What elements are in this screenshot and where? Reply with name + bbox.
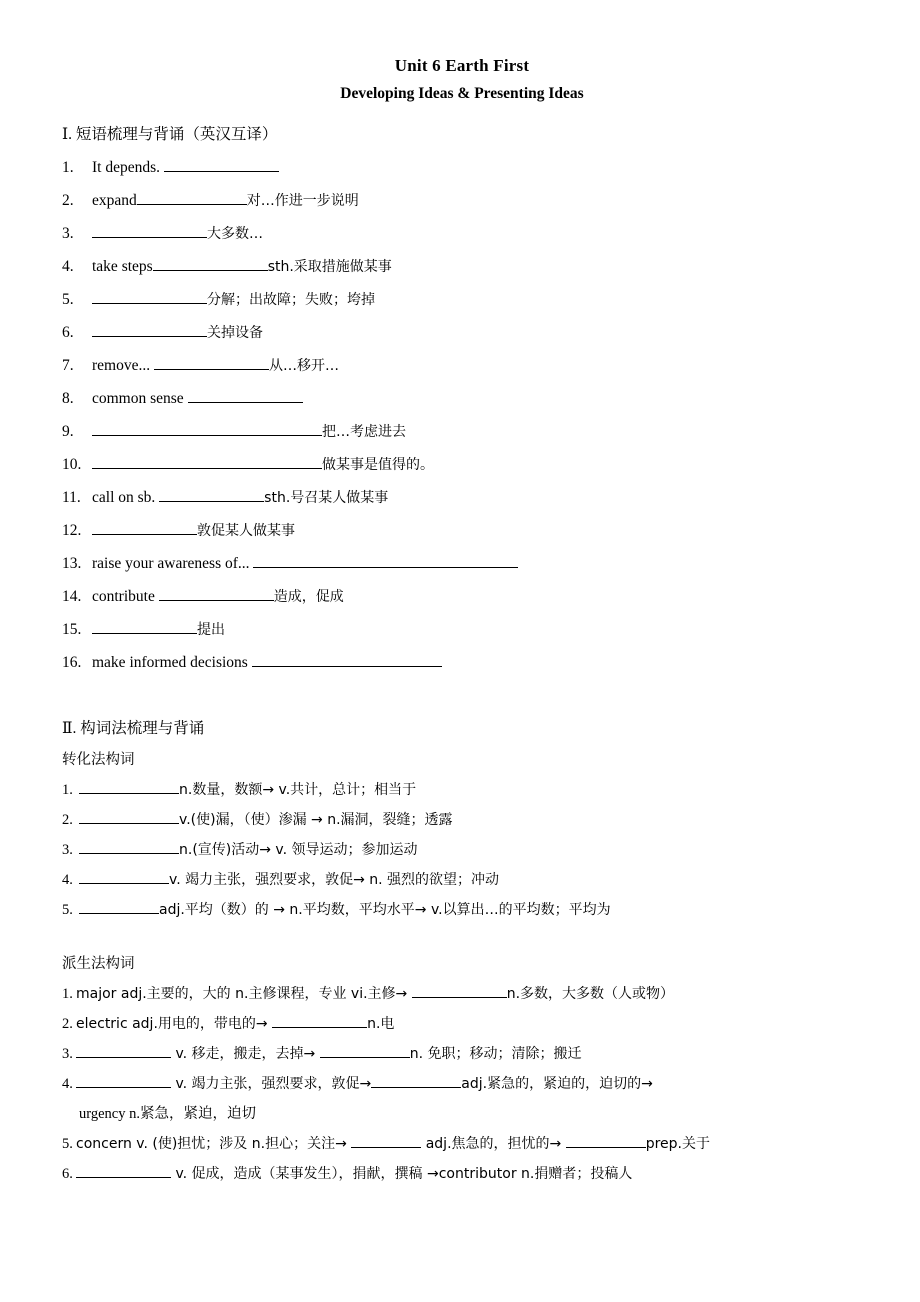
phrase-list (62, 151, 862, 679)
item-segment: n. 免职；移动；清除；搬迁 (409, 1045, 582, 1062)
page-subtitle: Developing Ideas & Presenting Ideas (340, 85, 584, 103)
item-body (92, 283, 862, 317)
section-one-heading: Ⅰ. 短语梳理与背诵（英汉互译） (62, 125, 278, 143)
list-item (62, 580, 862, 613)
list-item (62, 895, 862, 925)
item-suffix: 敦促某人做某事 (197, 522, 295, 539)
conversion-list (62, 775, 862, 925)
item-suffix: n.数量，数额→ v.共计，总计；相当于 (179, 781, 417, 798)
item-prefix: It depends. (92, 158, 161, 176)
answer-blank[interactable] (92, 322, 207, 337)
answer-blank[interactable] (79, 900, 159, 914)
item-suffix: 造成，促成 (273, 588, 344, 605)
item-suffix: 做某事是值得的。 (322, 456, 434, 473)
list-item (62, 805, 862, 835)
list-item (62, 316, 862, 349)
item-number: 4. (62, 871, 73, 888)
item-prefix: make informed decisions (92, 653, 248, 671)
list-item (62, 835, 862, 865)
answer-blank[interactable] (92, 454, 322, 469)
answer-blank[interactable] (76, 1164, 171, 1178)
item-body (92, 481, 862, 515)
answer-blank[interactable] (320, 1044, 410, 1058)
item-body (92, 382, 862, 415)
answer-blank[interactable] (137, 190, 247, 205)
item-body (92, 448, 862, 482)
answer-blank[interactable] (188, 388, 303, 403)
item-segment: concern v. (使)担忧；涉及 n.担心；关注→ (76, 1135, 352, 1152)
item-segment: v. 移走，搬走，去掉→ (171, 1045, 320, 1062)
item-segment: adj.紧急的，紧迫的，迫切的→ (461, 1075, 653, 1092)
item-segment: prep.关于 (645, 1135, 710, 1152)
item-prefix: common sense (92, 389, 184, 407)
conversion-subheading: 转化法构词 (62, 751, 135, 768)
list-item (62, 250, 862, 283)
item-segment: major adj.主要的，大的 n.主修课程，专业 vi.主修→ (76, 985, 412, 1002)
list-item (62, 979, 862, 1009)
item-suffix: sth.号召某人做某事 (264, 489, 389, 506)
item-body (92, 613, 862, 647)
derivation-subheading: 派生法构词 (62, 955, 135, 972)
item-prefix: expand (92, 191, 137, 209)
item-body (92, 646, 862, 679)
item-number: 3. (62, 841, 73, 858)
item-body (92, 151, 862, 184)
item-prefix: take steps (92, 257, 153, 275)
item-number: 10. (62, 455, 82, 473)
answer-blank[interactable] (153, 256, 268, 271)
page-title: Unit 6 Earth First (394, 56, 530, 75)
item-number: 13. (62, 554, 82, 572)
item-body (92, 547, 862, 580)
list-item (62, 283, 862, 316)
item-segment: n.电 (367, 1015, 395, 1032)
item-number: 6. (62, 323, 74, 341)
list-item (62, 349, 862, 382)
item-suffix: 关掉设备 (207, 324, 263, 341)
item-number: 2. (62, 1015, 73, 1032)
answer-blank[interactable] (252, 652, 442, 667)
answer-blank[interactable] (79, 810, 179, 824)
list-item (62, 865, 862, 895)
item-body (92, 217, 862, 251)
item-number: 2. (62, 191, 74, 209)
list-item (62, 1069, 862, 1099)
item-segment: v. 竭力主张，强烈要求，敦促→ (171, 1075, 372, 1092)
item-number: 1. (62, 158, 74, 176)
item-suffix: n.(宣传)活动→ v. 领导运动；参加运动 (179, 841, 418, 858)
item-number: 4. (62, 257, 74, 275)
item-suffix: 分解；出故障；失败；垮掉 (207, 291, 375, 308)
answer-blank[interactable] (159, 487, 264, 502)
answer-blank[interactable] (566, 1134, 646, 1148)
answer-blank[interactable] (253, 553, 518, 568)
item-body (92, 580, 862, 614)
section-two-heading: Ⅱ. 构词法梳理与背诵 (62, 719, 205, 737)
answer-blank[interactable] (92, 520, 197, 535)
list-item (62, 514, 862, 547)
item-body (92, 316, 862, 350)
answer-blank[interactable] (92, 223, 207, 238)
list-item (62, 1039, 862, 1069)
answer-blank[interactable] (92, 619, 197, 634)
item-number: 15. (62, 620, 82, 638)
item-number: 7. (62, 356, 74, 374)
item-number: 2. (62, 811, 73, 828)
item-number: 3. (62, 1045, 73, 1062)
answer-blank[interactable] (351, 1134, 421, 1148)
item-suffix: sth.采取措施做某事 (267, 258, 392, 275)
item-suffix: v.(使)漏，（使）渗漏 → n.漏洞，裂缝；透露 (179, 811, 453, 828)
item-prefix: contribute (92, 587, 155, 605)
list-item (62, 1009, 862, 1039)
list-item (62, 1129, 862, 1159)
item-continuation: urgency n.紧急，紧迫，迫切 (79, 1105, 256, 1122)
item-number: 12. (62, 521, 82, 539)
list-item (62, 184, 862, 217)
answer-blank[interactable] (371, 1074, 461, 1088)
item-segment: v. 促成，造成（某事发生），捐献，撰稿 →contributor n.捐赠者；投稿人 (171, 1165, 633, 1182)
item-prefix: call on sb. (92, 488, 156, 506)
answer-blank[interactable] (159, 586, 274, 601)
item-suffix: 从…移开… (268, 357, 339, 374)
subsection-gap (62, 925, 862, 949)
answer-blank[interactable] (164, 157, 279, 172)
derivation-list (62, 979, 862, 1189)
list-item (62, 481, 862, 514)
item-number: 8. (62, 389, 74, 407)
item-number: 14. (62, 587, 82, 605)
list-item (62, 448, 862, 481)
item-number: 16. (62, 653, 82, 671)
item-prefix: remove... (92, 356, 151, 374)
answer-blank[interactable] (154, 355, 269, 370)
item-number: 1. (62, 985, 73, 1002)
item-suffix: adj.平均（数）的 → n.平均数，平均水平→ v.以算出…的平均数；平均为 (159, 901, 611, 918)
answer-blank[interactable] (76, 1044, 171, 1058)
list-item (62, 547, 862, 580)
section-gap (62, 679, 862, 712)
list-item (62, 1159, 862, 1189)
answer-blank[interactable] (412, 984, 507, 998)
item-number: 1. (62, 781, 73, 798)
list-item (62, 415, 862, 448)
page-content (62, 56, 862, 1189)
item-number: 5. (62, 1135, 73, 1152)
answer-blank[interactable] (92, 421, 322, 436)
item-suffix: 提出 (197, 621, 225, 638)
answer-blank[interactable] (79, 780, 179, 794)
item-suffix: 对…作进一步说明 (246, 192, 359, 209)
item-segment: electric adj.用电的，带电的→ (76, 1015, 273, 1032)
answer-blank[interactable] (79, 870, 169, 884)
answer-blank[interactable] (76, 1074, 171, 1088)
list-item (62, 151, 862, 184)
item-number: 9. (62, 422, 74, 440)
list-item (62, 613, 862, 646)
item-segment: n.多数，大多数（人或物） (506, 985, 675, 1002)
answer-blank[interactable] (272, 1014, 367, 1028)
answer-blank[interactable] (92, 289, 207, 304)
item-number: 6. (62, 1165, 73, 1182)
item-suffix: 大多数… (207, 225, 263, 242)
item-body (92, 349, 862, 383)
item-prefix: raise your awareness of... (92, 554, 250, 572)
item-number: 5. (62, 290, 74, 308)
item-suffix: 把…考虑进去 (322, 423, 406, 440)
item-body (92, 514, 862, 548)
list-item (62, 775, 862, 805)
list-item (62, 382, 862, 415)
item-number: 4. (62, 1075, 73, 1092)
answer-blank[interactable] (79, 840, 179, 854)
item-number: 3. (62, 224, 74, 242)
item-number: 11. (62, 488, 81, 506)
item-number: 5. (62, 901, 73, 918)
list-item (62, 217, 862, 250)
item-segment: adj.焦急的，担忧的→ (421, 1135, 566, 1152)
item-body (92, 250, 862, 284)
item-body (92, 184, 862, 218)
list-item (62, 646, 862, 679)
item-body (92, 415, 862, 449)
item-suffix: v. 竭力主张，强烈要求，敦促→ n. 强烈的欲望；冲动 (169, 871, 500, 888)
